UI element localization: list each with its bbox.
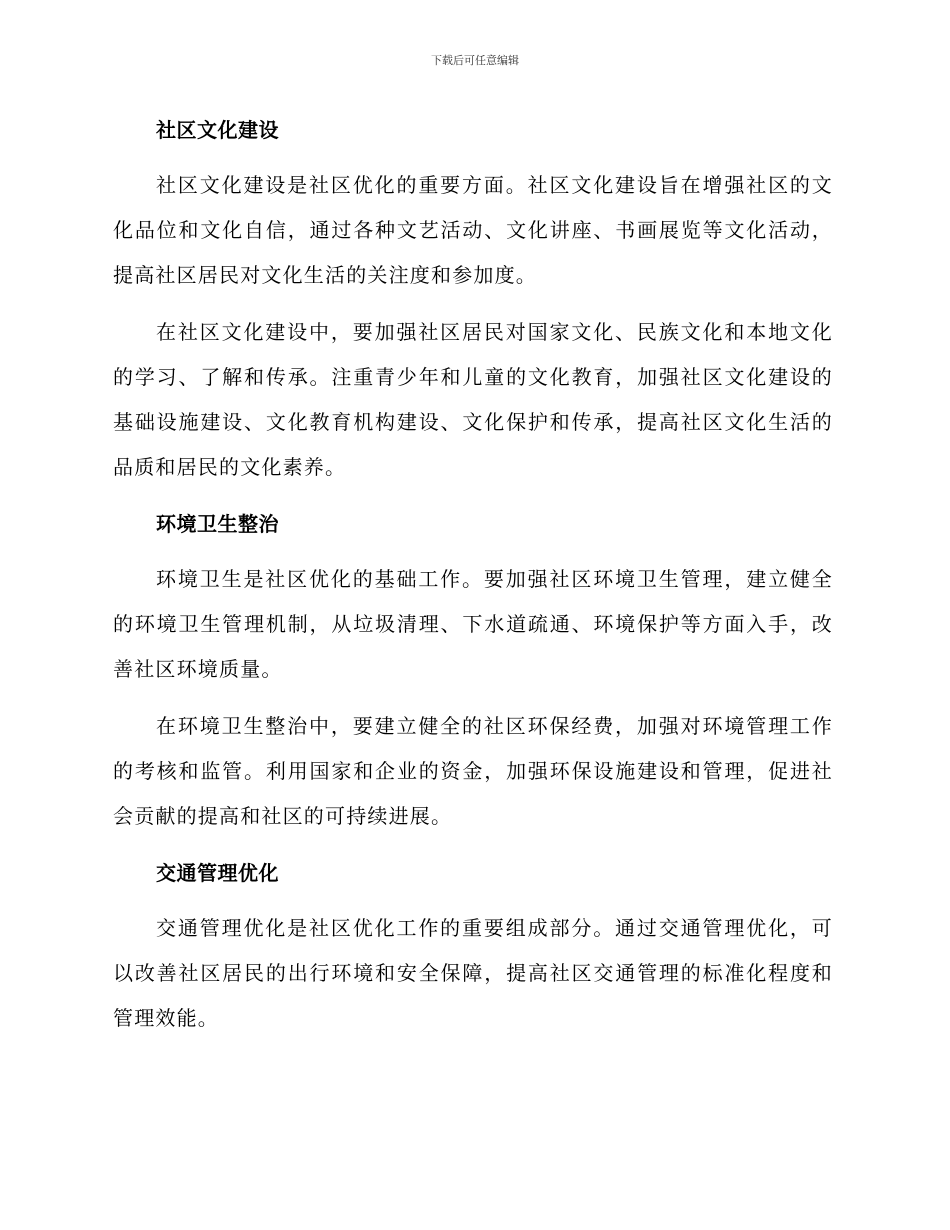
section-environmental-sanitation [113, 502, 833, 839]
section-community-culture [113, 108, 833, 490]
page-header-note: 下载后可任意编辑 [431, 54, 519, 67]
paragraph: 交通管理优化是社区优化工作的重要组成部分。通过交通管理优化，可以改善社区居民的出行环境和安全保障，提高社区交通管理的标准化程度和管理效能。 [113, 916, 833, 1030]
paragraph: 在社区文化建设中，要加强社区居民对国家文化、民族文化和本地文化的学习、了解和传承。注重青少年和儿童的文化教育，加强社区文化建设的基础设施建设、文化教育机构建设、文化保护和传承，提高社区文化生活的品质和居民的文化素养。 [113, 320, 833, 479]
paragraph: 社区文化建设是社区优化的重要方面。社区文化建设旨在增强社区的文化品位和文化自信，通过各种文艺活动、文化讲座、书画展览等文化活动，提高社区居民对文化生活的关注度和参加度。 [113, 173, 833, 287]
paragraph: 在环境卫生整治中，要建立健全的社区环保经费，加强对环境管理工作的考核和监管。利用国家和企业的资金，加强环保设施建设和管理，促进社会贡献的提高和社区的可持续进展。 [113, 714, 833, 828]
section-heading: 交通管理优化 [156, 861, 279, 885]
document-body [113, 108, 833, 1041]
paragraph: 环境卫生是社区优化的基础工作。要加强社区环境卫生管理，建立健全的环境卫生管理机制，从垃圾清理、下水道疏通、环境保护等方面入手，改善社区环境质量。 [113, 567, 833, 681]
section-heading: 社区文化建设 [156, 118, 279, 142]
section-traffic-management [113, 851, 833, 1041]
section-heading: 环境卫生整治 [156, 512, 279, 536]
